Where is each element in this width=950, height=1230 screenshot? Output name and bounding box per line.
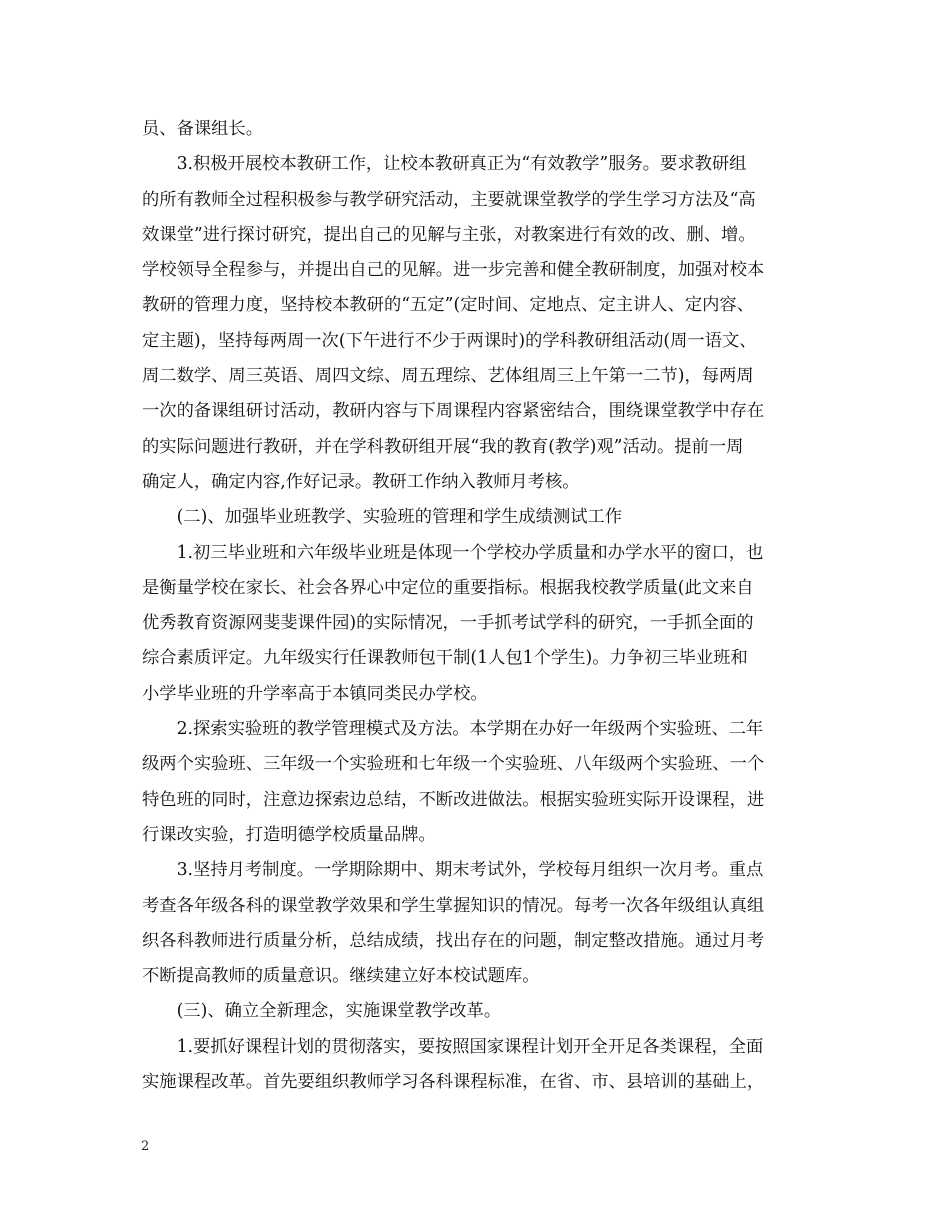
text-line: 确定人，确定内容,作好记录。教研工作纳入教师月考核。 [142,471,580,492]
section-heading: (三)、确立全新理念，实施课堂教学改革。 [142,1001,502,1022]
page-number: 2 [141,1139,150,1154]
text-line: 是衡量学校在家长、社会各界心中定位的重要指标。根据我校教学质量(此文来自 [142,577,754,598]
text-line: 实施课程改革。首先要组织教师学习各科课程标准，在省、市、县培训的基础上， [142,1072,765,1093]
text-line: 特色班的同时，注意边探索边总结，不断改进做法。根据实验班实际开设课程，进 [142,789,765,810]
text-line: 优秀教育资源网斐斐课件园)的实际情况，一手抓考试学科的研究，一手抓全面的 [142,613,754,634]
text-line: 一次的备课组研讨活动，教研内容与下周课程内容紧密结合，围绕课堂教学中存在 [142,401,765,422]
text-line: 教研的管理力度，坚持校本教研的“五定”(定时间、定地点、定主讲人、定内容、 [142,295,754,316]
body-text [142,112,832,1100]
text-line: 3.坚持月考制度。一学期除期中、期末考试外，学校每月组织一次月考。重点 [142,860,764,881]
text-line: 的所有教师全过程积极参与教学研究活动，主要就课堂教学的学生学习方法及“高 [142,189,756,210]
text-line: 效课堂”进行探讨研究，提出自己的见解与主张，对教案进行有效的改、删、增。 [142,224,756,245]
text-line: 员、备课组长。 [142,119,263,139]
text-line: 小学毕业班的升学率高于本镇同类民办学校。 [142,683,488,704]
text-line: 1.要抓好课程计划的贯彻落实，要按照国家课程计划开全开足各类课程，全面 [142,1036,764,1057]
text-line: 综合素质评定。九年级实行任课教师包干制(1人包1个学生)。力争初三毕业班和 [142,648,748,669]
text-line: 行课改实验，打造明德学校质量品牌。 [142,824,436,845]
text-line: 学校领导全程参与，并提出自己的见解。进一步完善和健全教研制度，加强对校本 [142,260,765,281]
text-line: 周二数学、周三英语、周四文综、周五理综、艺体组周三上午第一二节)，每两周 [142,366,754,387]
text-line: 定主题)，坚持每两周一次(下午进行不少于两课时)的学科教研组活动(周一语文、 [142,330,757,351]
text-line: 1.初三毕业班和六年级毕业班是体现一个学校办学质量和办学水平的窗口，也 [142,542,764,563]
section-heading: (二)、加强毕业班教学、实验班的管理和学生成绩测试工作 [142,507,623,528]
text-line: 考查各年级各科的课堂教学效果和学生掌握知识的情况。每考一次各年级组认真组 [142,895,765,916]
text-line: 不断提高教师的质量意识。继续建立好本校试题库。 [142,966,540,987]
text-line: 织各科教师进行质量分析，总结成绩，找出存在的问题，制定整改措施。通过月考 [142,930,765,951]
text-line: 2.探索实验班的教学管理模式及方法。本学期在办好一年级两个实验班、二年 [142,719,764,740]
text-line: 3.积极开展校本教研工作，让校本教研真正为“有效教学”服务。要求教研组 [142,154,747,175]
text-line: 的实际问题进行教研，并在学科教研组开展“我的教育(教学)观”活动。提前一周 [142,436,744,457]
text-line: 级两个实验班、三年级一个实验班和七年级一个实验班、八年级两个实验班、一个 [142,754,765,775]
